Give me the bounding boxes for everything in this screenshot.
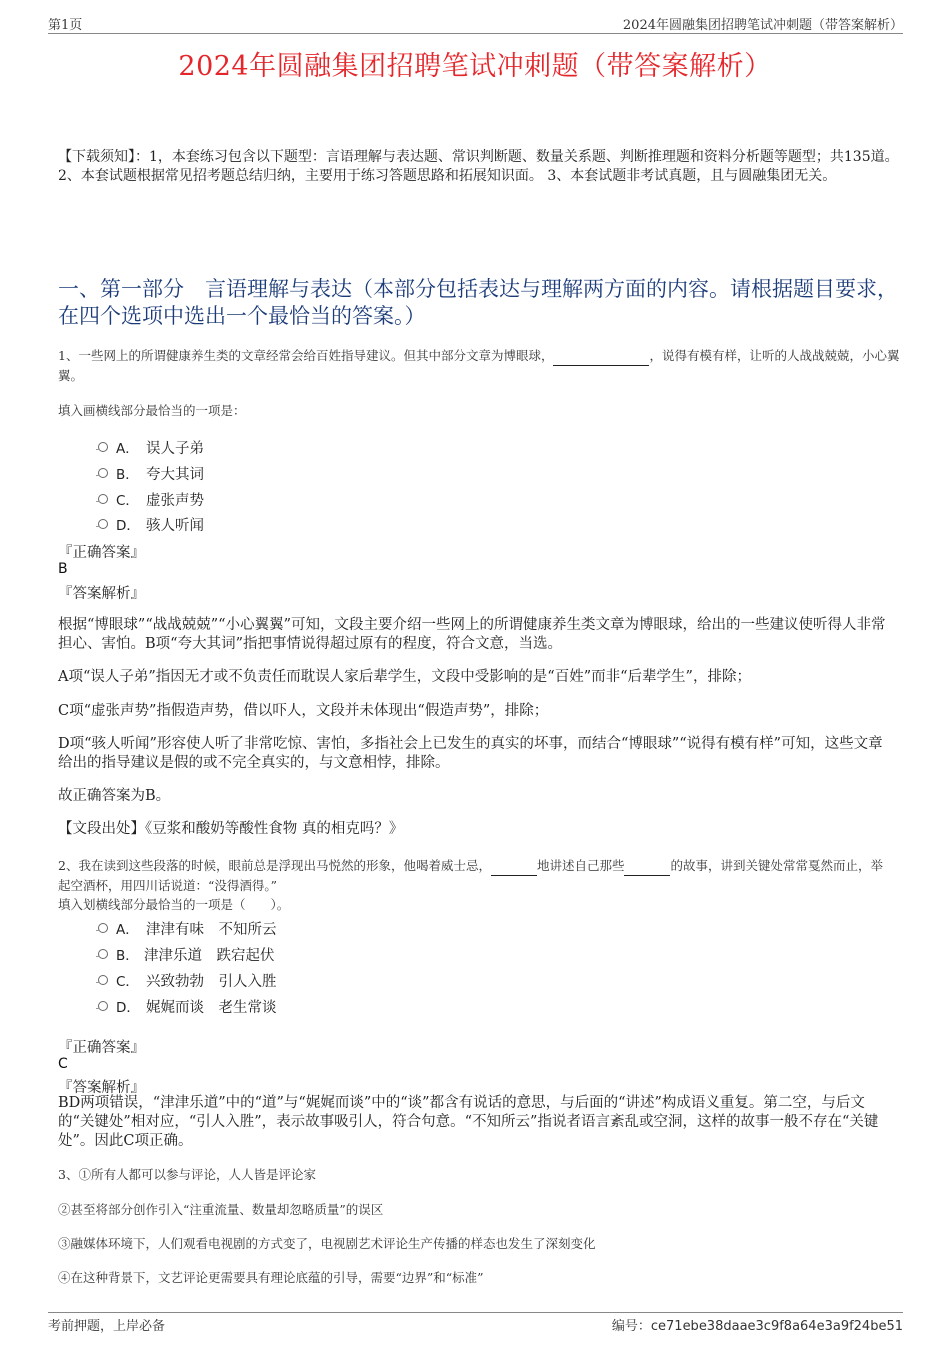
question-2-stem — [58, 856, 894, 895]
q1-answer: B — [58, 561, 68, 577]
page-number: 第1页 — [48, 18, 83, 33]
question-3-line: ③融媒体环境下，人们观看电视剧的方式变了，电视剧艺术评论生产传播的样态也发生了深刻变化 — [58, 1236, 596, 1251]
footer-code — [612, 1315, 903, 1334]
radio-icon[interactable] — [98, 468, 108, 478]
q2-analysis: BD两项错误，“津津乐道”中的“道”与“娓娓而谈”中的“谈”都含有说话的意思，与后面的“讲述”构成语义重复。第二空，与后文的“关键处”相对应，“引人入胜”，表示故事吸引人，符合句意。“不知所云”指说者语言紊乱或空洞，这样的故事一般不存在“关键处”。因此C项正确。 — [58, 1095, 879, 1149]
radio-icon[interactable] — [98, 949, 108, 959]
radio-icon[interactable] — [98, 923, 108, 933]
footer-code-label: 编号： — [611, 1319, 651, 1334]
answer-blank — [491, 856, 537, 876]
q1-analysis-para: D项“骇人听闻”形容使人听了非常吃惊、害怕，多指社会上已发生的真实的坏事，而结合“博眼球”“说得有模有样”可知，这些文章给出的指导建议是假的或不完全真实的，与文意相悖，排除。 — [58, 736, 883, 771]
footer-code-value: ce71ebe38daae3c9f8a64e3a9f24be51 — [650, 1319, 903, 1334]
question-3-line: 3、①所有人都可以参与评论，人人皆是评论家 — [58, 1167, 316, 1182]
document-title: 2024年圆融集团招聘笔试冲刺题（带答案解析） — [178, 51, 772, 82]
footer-slogan: 考前押题，上岸必备 — [48, 1319, 166, 1334]
question-2-prompt: 填入划横线部分最恰当的一项是（ ）。 — [58, 897, 290, 912]
q1-conclusion: 故正确答案为B。 — [58, 788, 171, 804]
q1-analysis-para: C项“虚张声势”指假造声势，借以吓人，文段并未体现出“假造声势”，排除； — [58, 703, 549, 719]
header-divider — [48, 33, 903, 34]
answer-blank — [553, 346, 649, 366]
question-2-text-b: 地讲述自己那些 — [536, 858, 625, 873]
radio-icon[interactable] — [98, 975, 108, 985]
radio-icon[interactable] — [98, 494, 108, 504]
question-2-text-a: 2、我在读到这些段落的时候，眼前总是浮现出马悦然的形象，他喝着威士忌， — [58, 858, 491, 873]
q2-answer: C — [58, 1056, 68, 1072]
question-1-text-a: 1、一些网上的所谓健康养生类的文章经常会给百姓指导建议。但其中部分文章为博眼球， — [58, 348, 554, 363]
radio-icon[interactable] — [98, 1001, 108, 1011]
download-notice: 【下载须知】：1，本套练习包含以下题型：言语理解与表达题、常识判断题、数量关系题、判断推理题和资料分析题等题型；共135道。 2、本套试题根据常见招考题总结归纳，主要用于练习答题思路和拓展知识面。 3、本套试题非考试真题，且与圆融集团无关。 — [58, 149, 899, 184]
radio-icon[interactable] — [98, 442, 108, 452]
q1-analysis-label: 『答案解析』 — [58, 586, 145, 602]
footer-divider — [48, 1312, 903, 1313]
question-2-text-c: 的故事，讲到关键处常常戛然而止，举起空酒杯，用四川话说道：“没得酒得。” — [58, 858, 883, 893]
q1-source: 【文段出处】《豆浆和酸奶等酸性食物 真的相克吗？》 — [58, 821, 404, 837]
q1-analysis-para: A项“误人子弟”指因无才或不负责任而耽误人家后辈学生，文段中受影响的是“百姓”而非“后辈学生”，排除； — [58, 669, 751, 685]
question-1-stem — [58, 346, 908, 385]
question-1-prompt: 填入画横线部分最恰当的一项是： — [58, 403, 246, 418]
section-heading: 一、第一部分 言语理解与表达（本部分包括表达与理解两方面的内容。请根据题目要求，在四个选项中选出一个最恰当的答案。） — [58, 277, 898, 328]
q2-answer-label: 『正确答案』 — [58, 1040, 145, 1056]
question-1-text-b: ，说得有模有样，让听的人战战兢兢，小心翼翼。 — [58, 348, 900, 383]
question-3-line: ④在这种背景下，文艺评论更需要具有理论底蕴的引导，需要“边界”和“标准” — [58, 1270, 484, 1285]
radio-icon[interactable] — [98, 519, 108, 529]
q1-analysis-para: 根据“博眼球”“战战兢兢”“小心翼翼”可知，文段主要介绍一些网上的所谓健康养生类文章为博眼球，给出的一些建议使听得人非常担心、害怕。B项“夸大其词”指把事情说得超过原有的程度，符合文意，当选。 — [58, 617, 886, 652]
answer-blank — [624, 856, 670, 876]
q2-analysis-label: 『答案解析』 — [58, 1080, 145, 1096]
question-3-line: ②甚至将部分创作引入“注重流量、数量却忽略质量”的误区 — [58, 1202, 384, 1217]
running-title: 2024年圆融集团招聘笔试冲刺题（带答案解析） — [622, 18, 903, 33]
q1-answer-label: 『正确答案』 — [58, 545, 145, 561]
